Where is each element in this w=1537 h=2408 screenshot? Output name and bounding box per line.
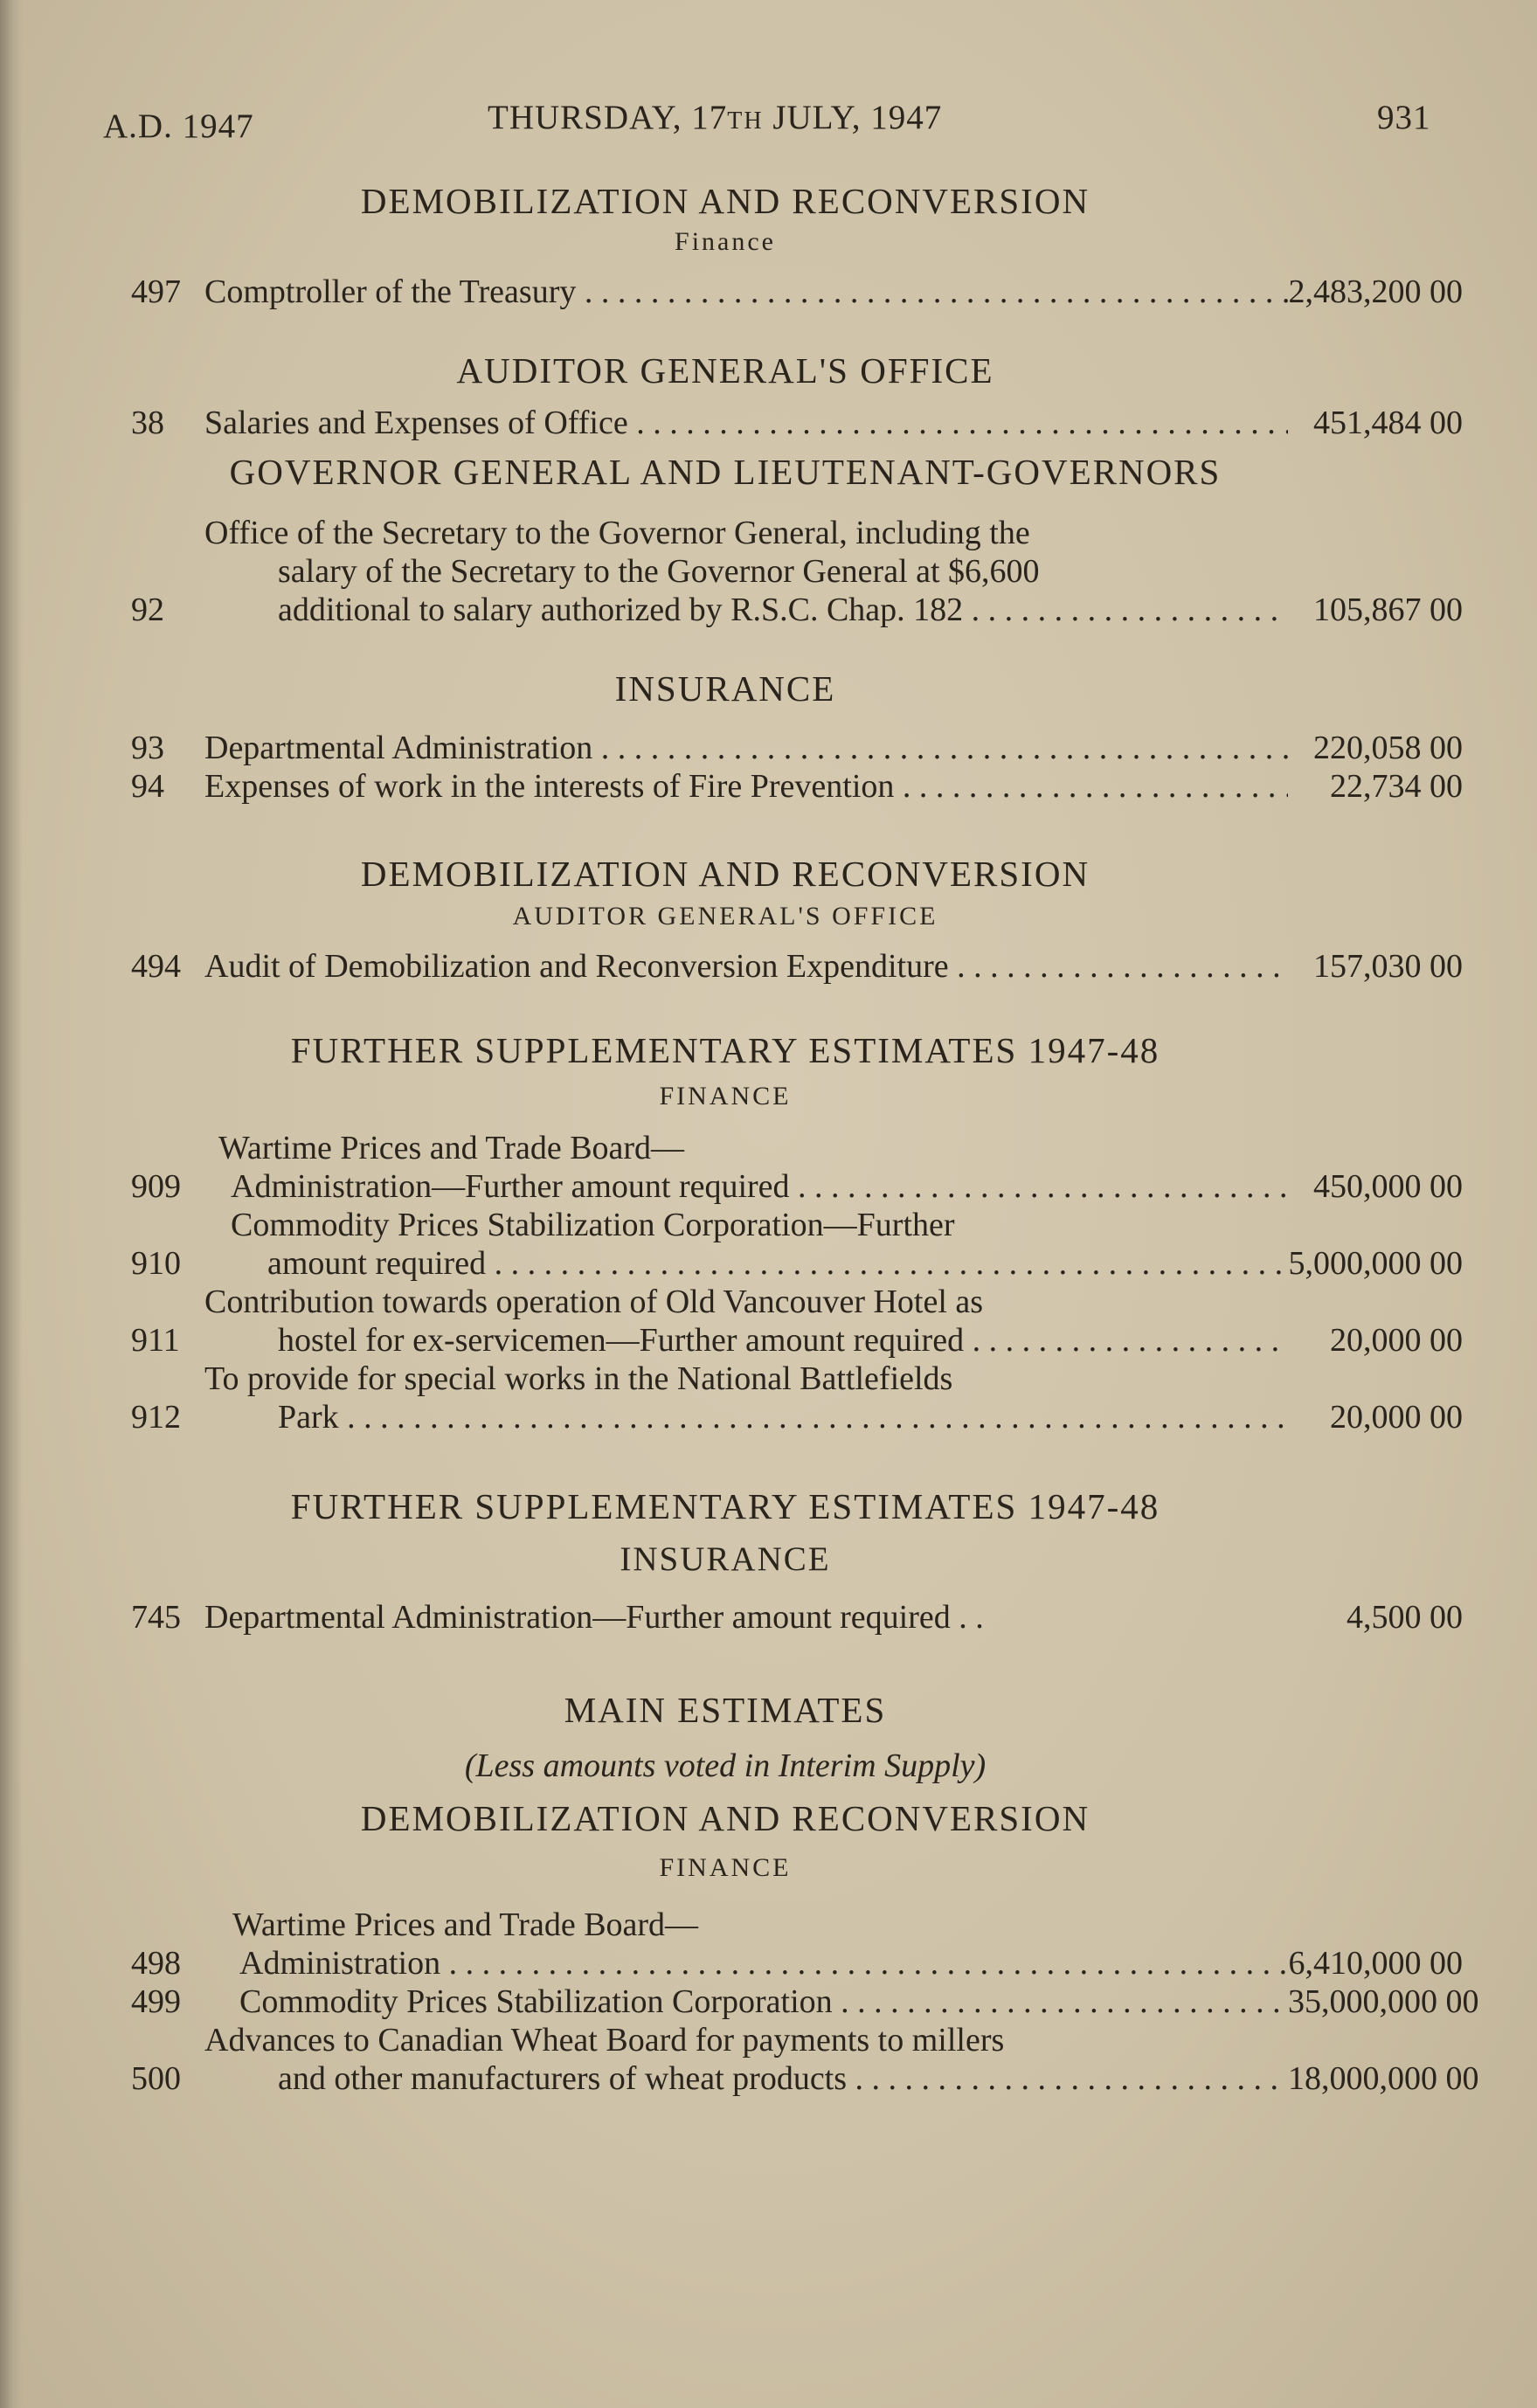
section-further-supplementary-finance [131,1029,1463,1436]
vote-description-line: Office of the Secretary to the Governor General, including the [204,515,1030,551]
header-year: A.D. 1947 [103,107,254,145]
section-subtitle: Finance [675,227,776,256]
vote-description: Expenses of work in the interests of Fire Prevention . . . [204,767,1288,806]
vote-description-line: Park . . . [204,1398,1288,1436]
vote-description-line: and other manufacturers of wheat products . . . [204,2059,1288,2098]
vote-amount: 450,000 00 [1313,1168,1463,1205]
estimate-row [131,729,1463,767]
vote-number: 745 [131,1599,181,1636]
vote-amount: 22,734 00 [1330,768,1463,805]
vote-number: 38 [131,405,164,441]
estimate-row [131,514,1463,629]
section-demobilization-finance [131,180,1463,311]
vote-description: Commodity Prices Stabilization Corporation . . . [204,1982,1288,2021]
estimate-row [131,1360,1463,1436]
section-subtitle: INSURANCE [620,1540,831,1578]
section-governor-general [131,451,1463,629]
vote-description-line: amount required . . . [231,1244,1288,1283]
vote-number: 93 [131,730,164,766]
vote-number: 498 [131,1945,181,1982]
vote-description [204,1206,1288,1283]
section-title: INSURANCE [614,668,836,709]
vote-amount: 35,000,000 00 [1288,1983,1479,2020]
header-date-day: THURSDAY, 17 [488,99,728,136]
vote-number: 497 [131,273,181,310]
vote-number: 500 [131,2060,181,2097]
section-auditor-general [131,349,1463,442]
estimate-row [131,404,1463,442]
vote-number: 910 [131,1245,181,1282]
header-date-month: JULY, 1947 [763,99,943,136]
section-main-estimates [131,1689,1479,2098]
estimate-row [131,273,1463,311]
vote-description-line: To provide for special works in the National Battlefields [204,1360,953,1397]
vote-number: 909 [131,1168,181,1205]
section-title: FURTHER SUPPLEMENTARY ESTIMATES 1947-48 [290,1030,1160,1070]
section-subtitle: FINANCE [659,1853,792,1882]
section-title: AUDITOR GENERAL'S OFFICE [456,350,994,391]
estimate-row [131,1283,1463,1360]
vote-description-line: Advances to Canadian Wheat Board for payments to millers [204,2022,1005,2059]
section-title: GOVERNOR GENERAL AND LIEUTENANT-GOVERNORS [229,452,1222,492]
group-label: Wartime Prices and Trade Board— [218,1130,685,1166]
vote-amount: 2,483,200 00 [1288,273,1463,310]
vote-amount: 18,000,000 00 [1288,2060,1479,2097]
estimate-row [131,2021,1479,2098]
vote-description: Audit of Demobilization and Reconversion Expenditure . . . [204,947,1288,986]
vote-description [204,514,1288,629]
vote-number: 494 [131,948,181,985]
section-subtitle: AUDITOR GENERAL'S OFFICE [512,902,938,931]
estimate-row [131,767,1463,806]
vote-amount: 20,000 00 [1330,1399,1463,1436]
group-label: Wartime Prices and Trade Board— [232,1906,699,1943]
section-title: DEMOBILIZATION AND RECONVERSION [360,854,1090,894]
vote-description-line: salary of the Secretary to the Governor General at $6,600 [278,553,1040,590]
vote-description [204,2021,1288,2098]
vote-description-line: Commodity Prices Stabilization Corporation—Further [231,1207,955,1243]
header-date-suffix: TH [727,107,764,135]
vote-description: Salaries and Expenses of Office . . . [204,404,1288,442]
page-header [103,98,1431,150]
estimate-row [131,1206,1463,1283]
estimates-content [131,180,1479,2098]
vote-amount: 4,500 00 [1347,1599,1463,1636]
section-title: FURTHER SUPPLEMENTARY ESTIMATES 1947-48 [290,1486,1160,1526]
estimate-row [131,1982,1479,2021]
vote-number: 499 [131,1983,181,2020]
section-title-2: DEMOBILIZATION AND RECONVERSION [360,1798,1090,1838]
vote-amount: 451,484 00 [1313,405,1463,441]
estimate-row [131,1167,1463,1206]
vote-amount: 5,000,000 00 [1288,1245,1463,1282]
section-note: (Less amounts voted in Interim Supply) [464,1747,987,1784]
vote-description-line: Contribution towards operation of Old Vancouver Hotel as [204,1284,984,1320]
section-subtitle: FINANCE [659,1082,792,1111]
vote-amount: 20,000 00 [1330,1322,1463,1359]
section-further-supplementary-insurance [131,1485,1463,1636]
vote-number: 94 [131,768,164,805]
vote-description: Departmental Administration . . . [204,729,1288,767]
vote-amount: 105,867 00 [1313,592,1463,628]
vote-number: 92 [131,592,164,628]
vote-description [204,1283,1288,1360]
vote-description: Administration . . . [204,1944,1288,1982]
vote-description-line: hostel for ex-servicemen—Further amount required . . . [204,1321,1288,1360]
page-number: 931 [1377,99,1431,136]
vote-number: 912 [131,1399,181,1436]
vote-description: Comptroller of the Treasury . . . [204,273,1288,311]
estimate-row [131,947,1463,986]
vote-number: 911 [131,1322,180,1359]
vote-description: Administration—Further amount required . . . [204,1167,1288,1206]
vote-description-line: additional to salary authorized by R.S.C. Chap. 182 . . . [204,591,1288,629]
vote-description-text: Departmental Administration—Further amount required [204,1599,951,1636]
section-insurance [131,668,1463,806]
book-spine-shadow [0,0,23,2408]
section-demobilization-auditor [131,853,1463,986]
vote-description: Departmental Administration—Further amount required . . [204,1599,984,1636]
section-title: DEMOBILIZATION AND RECONVERSION [360,181,1090,221]
vote-amount: 220,058 00 [1313,730,1463,766]
vote-description [204,1360,1288,1436]
vote-amount: 6,410,000 00 [1288,1945,1463,1982]
header-date [488,98,942,137]
estimate-row [131,1598,1463,1636]
estimate-row [131,1944,1463,1982]
vote-amount: 157,030 00 [1313,948,1463,985]
section-title: MAIN ESTIMATES [564,1690,887,1730]
